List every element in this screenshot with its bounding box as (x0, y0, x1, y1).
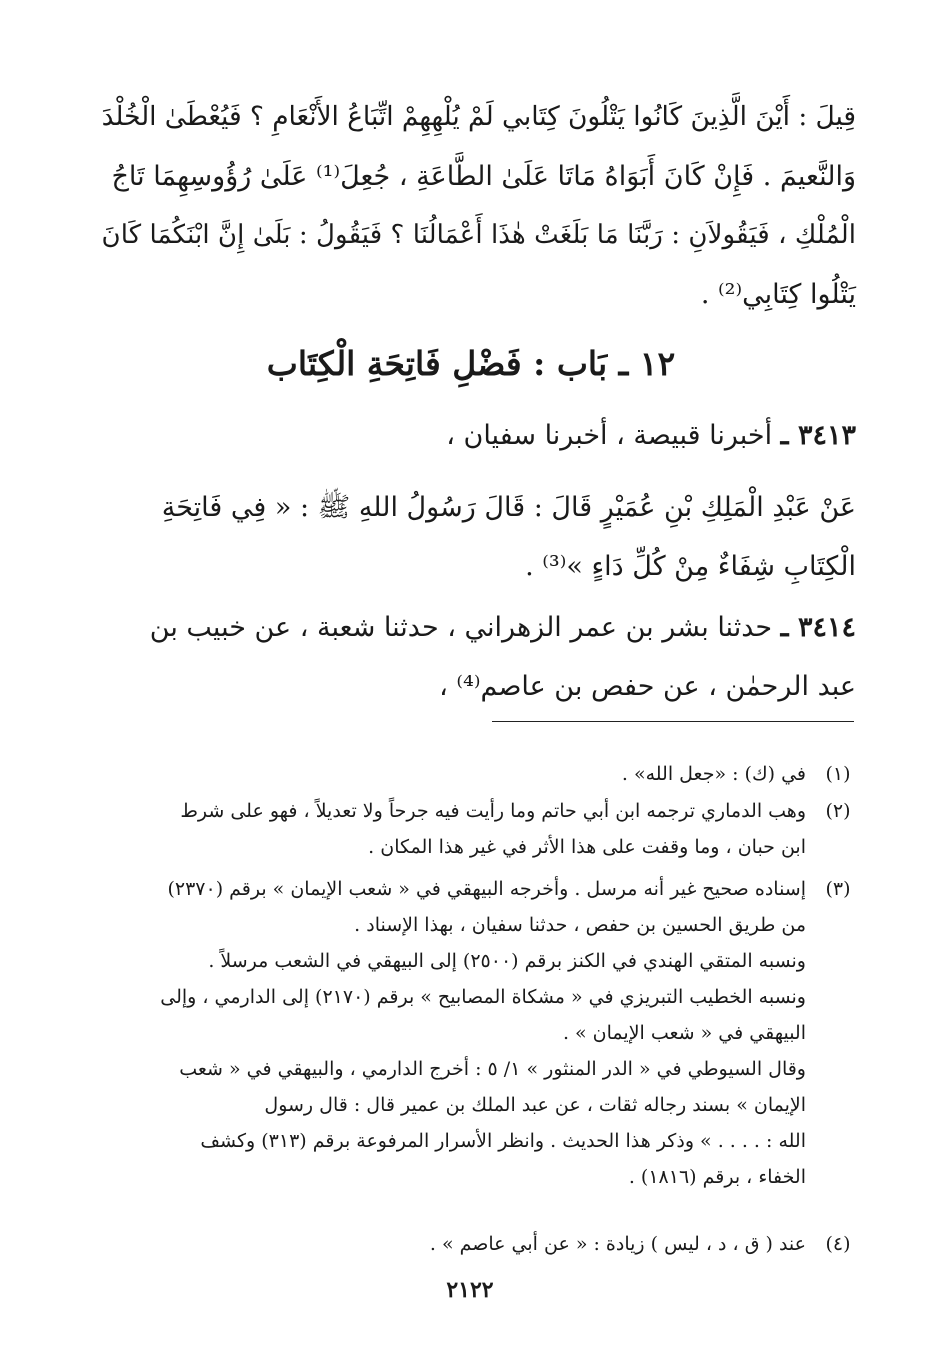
hadith-3414-line (86, 598, 856, 657)
hadith-3414-chain: حدثنا بشر بن عمر الزهراني ، حدثنا شعبة ، عن خبيب بن (149, 612, 773, 643)
hadith-text-line: الْكِتَابِ شِفَاءٌ مِنْ كُلِّ دَاءٍ »⁽³⁾ . (525, 551, 856, 582)
passage-line: يَتْلُوا كِتَابِي⁽²⁾ . (700, 279, 856, 310)
footnote-line: في (ك) : «جعل الله» . (621, 763, 806, 785)
footnote-divider (492, 721, 854, 722)
footnote-line: إسناده صحيح غير أنه مرسل . وأخرجه البيهقي في « شعب الإيمان » برقم (٢٣٧٠) (167, 878, 806, 900)
footnote-line: وقال السيوطي في « الدر المنثور » ١/ ٥ : أخرج الدارمي ، والبيهقي في « شعب (179, 1058, 806, 1080)
footnote-number: (٣) (825, 878, 851, 900)
footnote-number: (٢) (825, 800, 851, 822)
footnote-line: البيهقي في « شعب الإيمان » . (562, 1022, 806, 1044)
footnote-4 (80, 1226, 856, 1262)
footnote-number: (٤) (825, 1233, 851, 1255)
footnote-line: وهب الدماري ترجمه ابن أبي حاتم وما رأيت فيه جرحاً ولا تعديلاً ، فهو على شرط (180, 800, 806, 822)
section-heading: ١٢ ـ بَاب : فَضْلِ فَاتِحَةِ الْكِتَاب (266, 344, 676, 383)
footnote-line: ابن حبان ، وما وقفت على هذا الأثر في غير هذا المكان . (368, 836, 806, 858)
footnote-1 (80, 756, 856, 792)
footnote-number: (١) (825, 763, 851, 785)
passage-line: الْمُلْكِ ، فَيَقُولاَنِ : رَبَّنَا مَا بَلَغَتْ هٰذَا أَعْمَالُنَا ؟ فَيَقُولُ : بَلَىٰ إِنَّ ابْنَكُمَا كَانَ (101, 220, 856, 250)
footnote-line: الإيمان » بسند رجاله ثقات ، عن عبد الملك بن عمير قال : قال رسول (264, 1094, 806, 1116)
footnote-line: ونسبه المتقي الهندي في الكنز برقم (٢٥٠٠) إلى البيهقي في الشعب مرسلاً . (208, 950, 806, 972)
hadith-chain: أخبرنا قبيصة ، أخبرنا سفيان ، (446, 420, 773, 451)
footnote-line: ونسبه الخطيب التبريزي في « مشكاة المصابيح » برقم (٢١٧٠) إلى الدارمي ، وإلى (160, 986, 806, 1008)
passage-line: وَالنَّعيمَ . فَإِنْ كَانَ أَبَوَاهُ مَاتَا عَلَىٰ الطَّاعَةِ ، جُعِلَ⁽¹⁾ عَلَىٰ رُؤُوسِهِمَا تَاجُ (111, 161, 856, 192)
page-number: ٢١٢٢ (446, 1277, 494, 1303)
hadith-3414-line: عبد الرحمٰن ، عن حفص بن عاصم⁽⁴⁾ ، (439, 671, 856, 702)
hadith-3413-text (86, 478, 856, 596)
footnote-line: الله : . . . . » وذكر هذا الحديث . وانظر الأسرار المرفوعة برقم (٣١٣) وكشف (200, 1130, 806, 1152)
footnote-line: من طريق الحسين بن حفص ، حدثنا سفيان ، بهذا الإسناد . (354, 914, 806, 936)
hadith-3413-chain (86, 420, 856, 451)
hadith-number: ٣٤١٤ ـ (780, 612, 856, 643)
footnote-2 (80, 793, 856, 865)
footnote-line: الخفاء ، برقم (١٨١٦) . (628, 1166, 806, 1188)
top-passage (86, 88, 856, 324)
hadith-text-line: عَنْ عَبْدِ الْمَلِكِ بْنِ عُمَيْرٍ قَالَ : قَالَ رَسُولُ اللهِ ﷺ : « فِي فَاتِحَةِ (161, 492, 856, 523)
footnote-3 (80, 871, 856, 1195)
hadith-3414 (86, 598, 856, 716)
footnote-line: عند ( ق ، د ، ليس ) زيادة : « عن أبي عاصم » . (429, 1233, 806, 1255)
passage-line: قِيلَ : أَيْنَ الَّذِينَ كَانُوا يَتْلُونَ كِتَابي لَمْ يُلْهِهِمْ اتِّبَاعُ الأَنْعَامِ ؟ فَيُعْطَىٰ الْخُلْدَ (101, 102, 856, 132)
hadith-number: ٣٤١٣ ـ (780, 420, 856, 451)
